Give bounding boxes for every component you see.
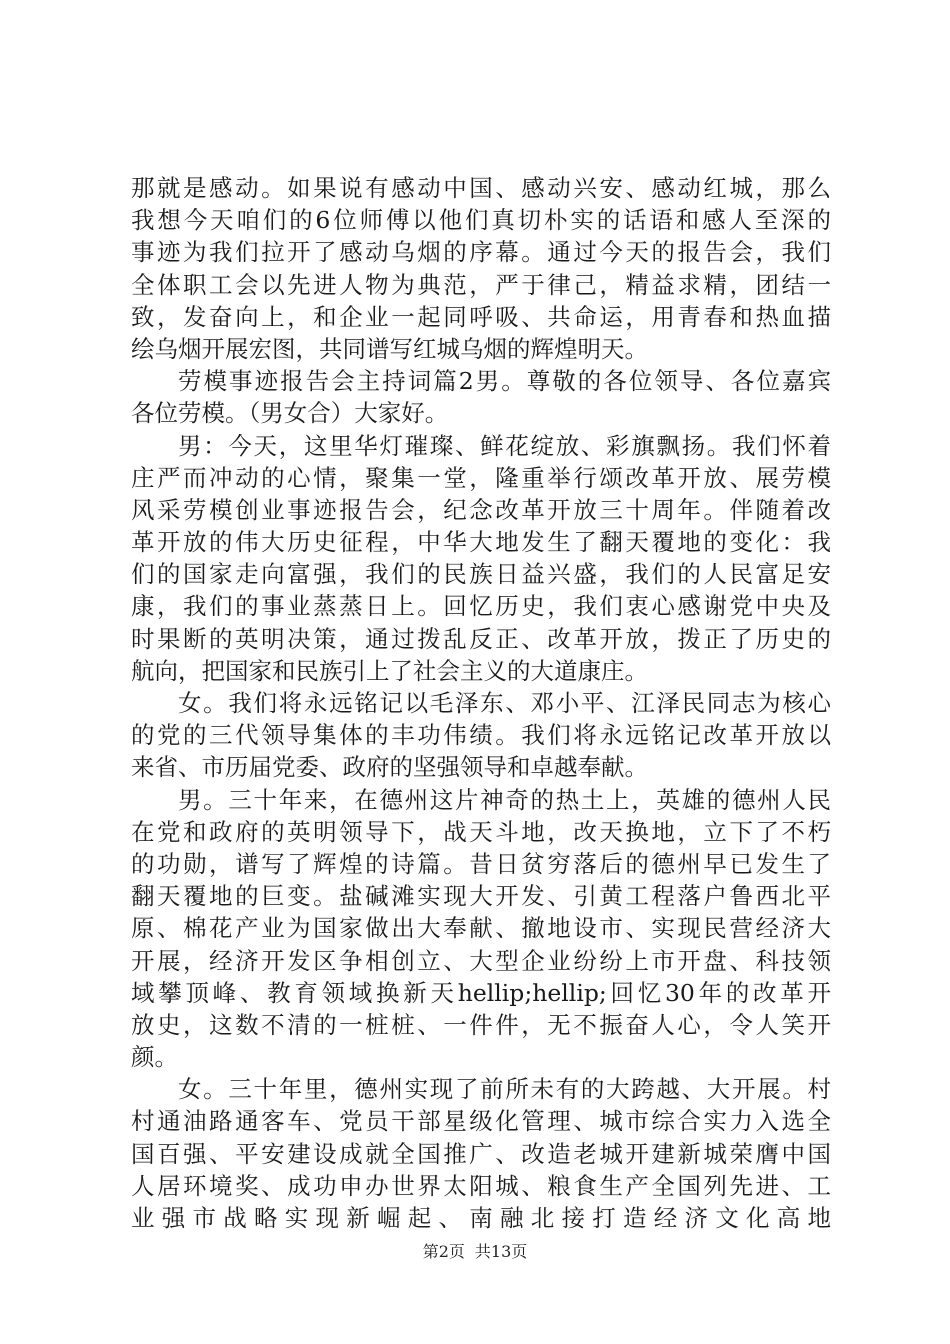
text-line: 男。三十年来，在德州这片神奇的热土上，英雄的德州人民 xyxy=(178,785,831,814)
page-total: 共13页 xyxy=(474,1242,528,1261)
text-line: 劳模事迹报告会主持词篇2男。尊敬的各位领导、各位嘉宾 xyxy=(178,367,831,396)
text-line: 村通油路通客车、党员干部星级化管理、城市综合实力入选全 xyxy=(131,1107,831,1136)
text-line: 各位劳模。（男女合）大家好。 xyxy=(131,399,449,428)
text-line: 们的国家走向富强，我们的民族日益兴盛，我们的人民富足安 xyxy=(131,560,831,589)
text-line: 国百强、平安建设成就全国推广、改造老城开建新城荣膺中国 xyxy=(131,1139,831,1168)
text-line: 女。我们将永远铭记以毛泽东、邓小平、江泽民同志为核心 xyxy=(178,689,831,717)
text-line: 女。三十年里，德州实现了前所未有的大跨越、大开展。村 xyxy=(178,1075,831,1104)
text-line: 革开放的伟大历史征程，中华大地发生了翻天覆地的变化：我 xyxy=(131,528,831,557)
text-line: 来省、市历届党委、政府的坚强领导和卓越奉献。 xyxy=(131,753,648,782)
text-line: 全体职工会以先进人物为典范，严于律己，精益求精，团结一 xyxy=(131,270,831,299)
text-line: 人居环境奖、成功申办世界太阳城、粮食生产全国列先进、工 xyxy=(131,1171,831,1200)
text-line: 庄严而冲动的心情，聚集一堂，隆重举行颂改革开放、展劳模 xyxy=(131,463,831,492)
text-line: 时果断的英明决策，通过拨乱反正、改革开放，拨正了历史的 xyxy=(131,624,831,653)
text-line: 绘乌烟开展宏图，共同谱写红城乌烟的辉煌明天。 xyxy=(131,334,648,363)
text-line: 我想今天咱们的6位师傅以他们真切朴实的话语和感人至深的 xyxy=(131,206,831,235)
text-line: 风采劳模创业事迹报告会，纪念改革开放三十周年。伴随着改 xyxy=(131,495,831,524)
text-line: 放史，这数不清的一桩桩、一件件，无不振奋人心，令人笑开 xyxy=(131,1010,831,1039)
document-body xyxy=(131,172,831,1234)
text-line: 开展，经济开发区争相创立、大型企业纷纷上市开盘、科技领 xyxy=(131,946,831,975)
page-footer xyxy=(0,1239,950,1262)
text-line: 翻天覆地的巨变。盐碱滩实现大开发、引黄工程落户鲁西北平 xyxy=(131,882,831,911)
text-line: 原、棉花产业为国家做出大奉献、撤地设市、实现民营经济大 xyxy=(131,914,831,943)
text-line: 康，我们的事业蒸蒸日上。回忆历史，我们衷心感谢党中央及 xyxy=(131,592,831,621)
text-line: 男：今天，这里华灯璀璨、鲜花绽放、彩旗飘扬。我们怀着 xyxy=(178,431,831,460)
text-line: 域攀顶峰、教育领域换新天hellip;hellip;回忆30年的改革开 xyxy=(131,978,831,1007)
text-line: 那就是感动。如果说有感动中国、感动兴安、感动红城，那么 xyxy=(131,174,831,202)
text-line: 事迹为我们拉开了感动乌烟的序幕。通过今天的报告会，我们 xyxy=(131,238,831,267)
text-line: 的功勋，谱写了辉煌的诗篇。昔日贫穷落后的德州早已发生了 xyxy=(131,849,831,878)
text-line: 颜。 xyxy=(131,1043,178,1072)
text-line: 业强市战略实现新崛起、南融北接打造经济文化高地 xyxy=(131,1204,831,1232)
text-line: 致，发奋向上，和企业一起同呼吸、共命运，用青春和热血描 xyxy=(131,302,831,331)
page-number: 第2页 xyxy=(422,1242,465,1261)
text-line: 航向，把国家和民族引上了社会主义的大道康庄。 xyxy=(131,656,648,685)
text-line: 在党和政府的英明领导下，战天斗地，改天换地，立下了不朽 xyxy=(131,817,831,846)
text-line: 的党的三代领导集体的丰功伟绩。我们将永远铭记改革开放以 xyxy=(131,721,831,750)
